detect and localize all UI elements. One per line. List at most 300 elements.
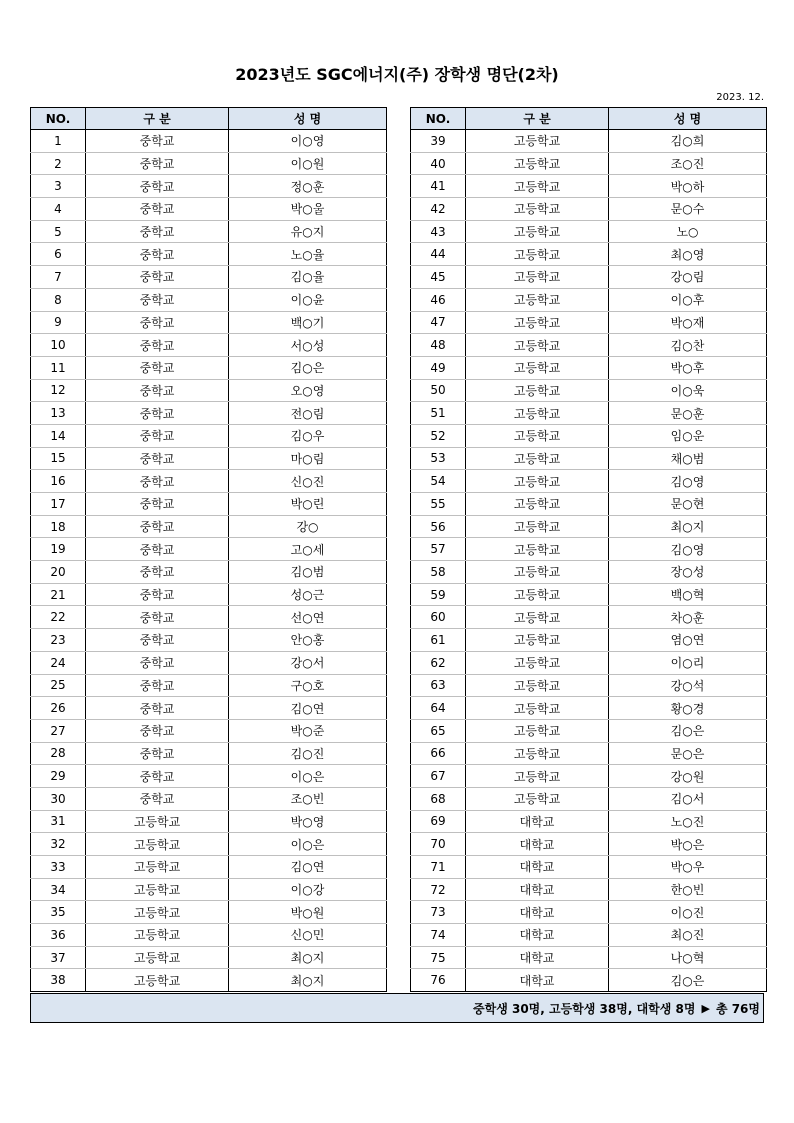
- cell-category: 대학교: [466, 878, 609, 901]
- cell-category: 중학교: [86, 651, 229, 674]
- cell-no: 70: [411, 833, 466, 856]
- cell-no: 39: [411, 130, 466, 153]
- table-row: [31, 356, 387, 379]
- cell-category: 대학교: [466, 833, 609, 856]
- cell-name: 차○훈: [609, 606, 767, 629]
- cell-name: 신○진: [229, 470, 387, 493]
- cell-category: 고등학교: [86, 878, 229, 901]
- cell-no: 51: [411, 402, 466, 425]
- table-row: [411, 719, 767, 742]
- cell-name: 최○지: [229, 969, 387, 992]
- cell-category: 대학교: [466, 901, 609, 924]
- cell-name: 박○우: [609, 856, 767, 879]
- cell-name: 이○리: [609, 651, 767, 674]
- cell-name: 문○은: [609, 742, 767, 765]
- cell-category: 고등학교: [466, 515, 609, 538]
- cell-name: 강○원: [609, 765, 767, 788]
- cell-name: 박○원: [229, 901, 387, 924]
- cell-category: 고등학교: [466, 447, 609, 470]
- table-header-row: [411, 108, 767, 130]
- cell-category: 중학교: [86, 424, 229, 447]
- cell-name: 임○운: [609, 424, 767, 447]
- cell-name: 박○린: [229, 493, 387, 516]
- cell-category: 중학교: [86, 606, 229, 629]
- cell-no: 75: [411, 946, 466, 969]
- cell-name: 최○지: [609, 515, 767, 538]
- table-row: [411, 651, 767, 674]
- table-row: [411, 561, 767, 584]
- cell-name: 장○성: [609, 561, 767, 584]
- cell-category: 중학교: [86, 243, 229, 266]
- cell-category: 고등학교: [86, 924, 229, 947]
- cell-category: 고등학교: [466, 379, 609, 402]
- cell-category: 고등학교: [466, 606, 609, 629]
- cell-name: 박○준: [229, 719, 387, 742]
- table-row: [31, 946, 387, 969]
- cell-category: 대학교: [466, 946, 609, 969]
- cell-no: 56: [411, 515, 466, 538]
- cell-no: 55: [411, 493, 466, 516]
- cell-no: 24: [31, 651, 86, 674]
- cell-no: 15: [31, 447, 86, 470]
- cell-name: 정○훈: [229, 175, 387, 198]
- table-row: [411, 742, 767, 765]
- cell-category: 중학교: [86, 742, 229, 765]
- table-row: [31, 765, 387, 788]
- table-row: [31, 787, 387, 810]
- cell-name: 나○혁: [609, 946, 767, 969]
- cell-name: 신○민: [229, 924, 387, 947]
- table-row: [31, 311, 387, 334]
- table-row: [31, 424, 387, 447]
- table-row: [411, 243, 767, 266]
- cell-no: 12: [31, 379, 86, 402]
- cell-no: 19: [31, 538, 86, 561]
- cell-category: 중학교: [86, 719, 229, 742]
- cell-no: 60: [411, 606, 466, 629]
- table-row: [411, 878, 767, 901]
- cell-name: 노○: [609, 220, 767, 243]
- table-row: [31, 130, 387, 153]
- table-row: [31, 220, 387, 243]
- cell-name: 채○범: [609, 447, 767, 470]
- cell-name: 이○진: [609, 901, 767, 924]
- cell-no: 66: [411, 742, 466, 765]
- table-row: [411, 130, 767, 153]
- summary-bar: [30, 993, 764, 1023]
- cell-no: 71: [411, 856, 466, 879]
- cell-name: 이○영: [229, 130, 387, 153]
- cell-name: 강○림: [609, 266, 767, 289]
- header-category: 구 분: [86, 108, 229, 130]
- table-row: [31, 629, 387, 652]
- cell-no: 46: [411, 288, 466, 311]
- cell-name: 김○찬: [609, 334, 767, 357]
- cell-category: 중학교: [86, 288, 229, 311]
- cell-no: 50: [411, 379, 466, 402]
- cell-name: 한○빈: [609, 878, 767, 901]
- cell-no: 8: [31, 288, 86, 311]
- cell-name: 황○경: [609, 697, 767, 720]
- cell-category: 중학교: [86, 379, 229, 402]
- table-row: [411, 493, 767, 516]
- table-row: [31, 175, 387, 198]
- cell-name: 김○연: [229, 697, 387, 720]
- cell-no: 64: [411, 697, 466, 720]
- cell-no: 18: [31, 515, 86, 538]
- table-row: [411, 311, 767, 334]
- table-row: [411, 402, 767, 425]
- table-row: [31, 447, 387, 470]
- cell-no: 32: [31, 833, 86, 856]
- cell-no: 43: [411, 220, 466, 243]
- table-row: [31, 651, 387, 674]
- cell-name: 김○영: [609, 538, 767, 561]
- table-row: [31, 878, 387, 901]
- cell-no: 33: [31, 856, 86, 879]
- cell-category: 중학교: [86, 311, 229, 334]
- cell-name: 김○율: [229, 266, 387, 289]
- cell-category: 중학교: [86, 152, 229, 175]
- table-row: [411, 424, 767, 447]
- table-row: [411, 288, 767, 311]
- cell-no: 21: [31, 583, 86, 606]
- table-row: [411, 606, 767, 629]
- cell-name: 염○연: [609, 629, 767, 652]
- table-row: [31, 470, 387, 493]
- cell-name: 이○후: [609, 288, 767, 311]
- cell-name: 이○강: [229, 878, 387, 901]
- cell-name: 강○석: [609, 674, 767, 697]
- table-row: [411, 175, 767, 198]
- cell-category: 대학교: [466, 969, 609, 992]
- arrow-right-icon: ▶: [701, 1001, 710, 1015]
- cell-category: 중학교: [86, 538, 229, 561]
- cell-category: 고등학교: [466, 765, 609, 788]
- cell-no: 3: [31, 175, 86, 198]
- table-row: [31, 924, 387, 947]
- cell-no: 63: [411, 674, 466, 697]
- cell-no: 38: [31, 969, 86, 992]
- cell-name: 성○근: [229, 583, 387, 606]
- cell-category: 중학교: [86, 697, 229, 720]
- cell-no: 14: [31, 424, 86, 447]
- cell-category: 중학교: [86, 334, 229, 357]
- cell-no: 20: [31, 561, 86, 584]
- cell-no: 26: [31, 697, 86, 720]
- cell-name: 김○영: [609, 470, 767, 493]
- cell-no: 67: [411, 765, 466, 788]
- table-row: [411, 583, 767, 606]
- cell-no: 1: [31, 130, 86, 153]
- cell-category: 고등학교: [86, 901, 229, 924]
- table-row: [411, 810, 767, 833]
- cell-category: 중학교: [86, 787, 229, 810]
- cell-no: 48: [411, 334, 466, 357]
- cell-name: 박○후: [609, 356, 767, 379]
- cell-name: 문○훈: [609, 402, 767, 425]
- cell-no: 37: [31, 946, 86, 969]
- cell-no: 41: [411, 175, 466, 198]
- table-row: [411, 697, 767, 720]
- cell-name: 김○희: [609, 130, 767, 153]
- table-row: [31, 969, 387, 992]
- table-row: [411, 470, 767, 493]
- cell-name: 최○진: [609, 924, 767, 947]
- cell-category: 고등학교: [466, 243, 609, 266]
- cell-name: 김○은: [609, 969, 767, 992]
- cell-category: 중학교: [86, 130, 229, 153]
- cell-category: 중학교: [86, 470, 229, 493]
- cell-no: 31: [31, 810, 86, 833]
- cell-category: 고등학교: [466, 651, 609, 674]
- table-row: [411, 969, 767, 992]
- cell-name: 김○우: [229, 424, 387, 447]
- table-row: [411, 515, 767, 538]
- table-row: [31, 561, 387, 584]
- cell-name: 박○울: [229, 198, 387, 221]
- cell-name: 조○진: [609, 152, 767, 175]
- cell-category: 중학교: [86, 561, 229, 584]
- table-row: [31, 515, 387, 538]
- cell-no: 72: [411, 878, 466, 901]
- cell-name: 최○영: [609, 243, 767, 266]
- cell-no: 9: [31, 311, 86, 334]
- cell-no: 5: [31, 220, 86, 243]
- cell-name: 이○원: [229, 152, 387, 175]
- cell-no: 29: [31, 765, 86, 788]
- cell-no: 28: [31, 742, 86, 765]
- table-row: [411, 765, 767, 788]
- cell-category: 고등학교: [466, 356, 609, 379]
- cell-category: 고등학교: [466, 538, 609, 561]
- cell-name: 백○기: [229, 311, 387, 334]
- cell-name: 백○혁: [609, 583, 767, 606]
- table-row: [31, 198, 387, 221]
- header-name: 성 명: [229, 108, 387, 130]
- cell-category: 고등학교: [86, 946, 229, 969]
- cell-category: 고등학교: [466, 130, 609, 153]
- cell-no: 74: [411, 924, 466, 947]
- cell-name: 김○범: [229, 561, 387, 584]
- cell-category: 고등학교: [466, 583, 609, 606]
- cell-name: 강○서: [229, 651, 387, 674]
- cell-category: 중학교: [86, 765, 229, 788]
- table-header-row: [31, 108, 387, 130]
- cell-no: 42: [411, 198, 466, 221]
- cell-no: 4: [31, 198, 86, 221]
- header-name: 성 명: [609, 108, 767, 130]
- table-row: [411, 946, 767, 969]
- table-row: [31, 288, 387, 311]
- table-row: [31, 833, 387, 856]
- cell-name: 고○세: [229, 538, 387, 561]
- cell-category: 고등학교: [466, 402, 609, 425]
- table-row: [31, 583, 387, 606]
- cell-no: 69: [411, 810, 466, 833]
- table-row: [31, 152, 387, 175]
- table-row: [31, 901, 387, 924]
- table-row: [411, 674, 767, 697]
- cell-no: 36: [31, 924, 86, 947]
- cell-no: 27: [31, 719, 86, 742]
- table-row: [31, 742, 387, 765]
- table-row: [31, 856, 387, 879]
- cell-category: 고등학교: [466, 561, 609, 584]
- cell-name: 노○진: [609, 810, 767, 833]
- table-row: [411, 356, 767, 379]
- table-row: [411, 787, 767, 810]
- cell-name: 문○현: [609, 493, 767, 516]
- table-row: [411, 152, 767, 175]
- cell-category: 고등학교: [466, 742, 609, 765]
- table-row: [31, 402, 387, 425]
- cell-no: 58: [411, 561, 466, 584]
- header-no: NO.: [411, 108, 466, 130]
- cell-category: 고등학교: [466, 719, 609, 742]
- scholar-table-right: [410, 107, 767, 992]
- table-row: [411, 334, 767, 357]
- cell-name: 서○성: [229, 334, 387, 357]
- table-row: [31, 606, 387, 629]
- cell-category: 중학교: [86, 402, 229, 425]
- table-row: [31, 538, 387, 561]
- cell-category: 고등학교: [466, 424, 609, 447]
- table-row: [411, 198, 767, 221]
- table-row: [411, 379, 767, 402]
- cell-category: 고등학교: [466, 266, 609, 289]
- cell-no: 22: [31, 606, 86, 629]
- cell-category: 중학교: [86, 356, 229, 379]
- cell-name: 강○: [229, 515, 387, 538]
- cell-category: 중학교: [86, 629, 229, 652]
- cell-no: 52: [411, 424, 466, 447]
- cell-no: 34: [31, 878, 86, 901]
- table-row: [31, 334, 387, 357]
- cell-name: 김○진: [229, 742, 387, 765]
- cell-name: 이○은: [229, 765, 387, 788]
- cell-no: 16: [31, 470, 86, 493]
- cell-name: 최○지: [229, 946, 387, 969]
- cell-no: 17: [31, 493, 86, 516]
- scholar-table-left: [30, 107, 387, 992]
- cell-name: 구○호: [229, 674, 387, 697]
- cell-name: 오○영: [229, 379, 387, 402]
- cell-name: 조○빈: [229, 787, 387, 810]
- table-row: [411, 220, 767, 243]
- cell-category: 중학교: [86, 515, 229, 538]
- cell-category: 고등학교: [466, 629, 609, 652]
- cell-category: 고등학교: [466, 787, 609, 810]
- cell-no: 2: [31, 152, 86, 175]
- cell-category: 고등학교: [466, 470, 609, 493]
- cell-no: 54: [411, 470, 466, 493]
- cell-name: 유○지: [229, 220, 387, 243]
- cell-category: 고등학교: [86, 810, 229, 833]
- table-row: [31, 719, 387, 742]
- table-row: [411, 856, 767, 879]
- table-row: [31, 493, 387, 516]
- table-row: [411, 901, 767, 924]
- cell-name: 박○영: [229, 810, 387, 833]
- cell-category: 대학교: [466, 924, 609, 947]
- cell-category: 중학교: [86, 266, 229, 289]
- cell-no: 59: [411, 583, 466, 606]
- cell-no: 13: [31, 402, 86, 425]
- cell-category: 중학교: [86, 198, 229, 221]
- cell-category: 중학교: [86, 583, 229, 606]
- cell-no: 44: [411, 243, 466, 266]
- cell-name: 박○재: [609, 311, 767, 334]
- cell-no: 65: [411, 719, 466, 742]
- cell-name: 선○연: [229, 606, 387, 629]
- cell-category: 고등학교: [466, 674, 609, 697]
- cell-name: 노○율: [229, 243, 387, 266]
- cell-category: 고등학교: [466, 288, 609, 311]
- cell-category: 고등학교: [466, 220, 609, 243]
- cell-no: 25: [31, 674, 86, 697]
- table-row: [31, 266, 387, 289]
- cell-no: 40: [411, 152, 466, 175]
- cell-category: 고등학교: [86, 833, 229, 856]
- cell-no: 35: [31, 901, 86, 924]
- cell-no: 73: [411, 901, 466, 924]
- table-row: [31, 810, 387, 833]
- cell-no: 7: [31, 266, 86, 289]
- cell-category: 고등학교: [466, 175, 609, 198]
- cell-category: 중학교: [86, 674, 229, 697]
- cell-category: 고등학교: [466, 334, 609, 357]
- cell-name: 김○은: [609, 719, 767, 742]
- cell-category: 고등학교: [466, 152, 609, 175]
- header-category: 구 분: [466, 108, 609, 130]
- cell-no: 61: [411, 629, 466, 652]
- cell-name: 안○홍: [229, 629, 387, 652]
- table-row: [411, 538, 767, 561]
- table-row: [411, 629, 767, 652]
- table-row: [411, 833, 767, 856]
- cell-category: 중학교: [86, 175, 229, 198]
- cell-name: 문○수: [609, 198, 767, 221]
- cell-category: 중학교: [86, 493, 229, 516]
- cell-category: 고등학교: [86, 856, 229, 879]
- summary-total: 총 76명: [715, 1001, 760, 1016]
- table-row: [31, 697, 387, 720]
- table-row: [31, 674, 387, 697]
- cell-no: 47: [411, 311, 466, 334]
- cell-category: 고등학교: [466, 311, 609, 334]
- table-row: [411, 924, 767, 947]
- cell-no: 76: [411, 969, 466, 992]
- cell-category: 고등학교: [466, 493, 609, 516]
- cell-name: 이○윤: [229, 288, 387, 311]
- table-row: [31, 379, 387, 402]
- summary-counts: 중학생 30명, 고등학생 38명, 대학생 8명: [473, 1001, 696, 1016]
- cell-no: 11: [31, 356, 86, 379]
- cell-no: 6: [31, 243, 86, 266]
- cell-category: 고등학교: [466, 697, 609, 720]
- cell-no: 45: [411, 266, 466, 289]
- cell-name: 전○림: [229, 402, 387, 425]
- cell-category: 대학교: [466, 810, 609, 833]
- cell-name: 이○은: [229, 833, 387, 856]
- cell-category: 중학교: [86, 447, 229, 470]
- cell-no: 68: [411, 787, 466, 810]
- page-title: 2023년도 SGC에너지(주) 장학생 명단(2차): [235, 65, 559, 84]
- header-no: NO.: [31, 108, 86, 130]
- cell-no: 57: [411, 538, 466, 561]
- cell-category: 고등학교: [466, 198, 609, 221]
